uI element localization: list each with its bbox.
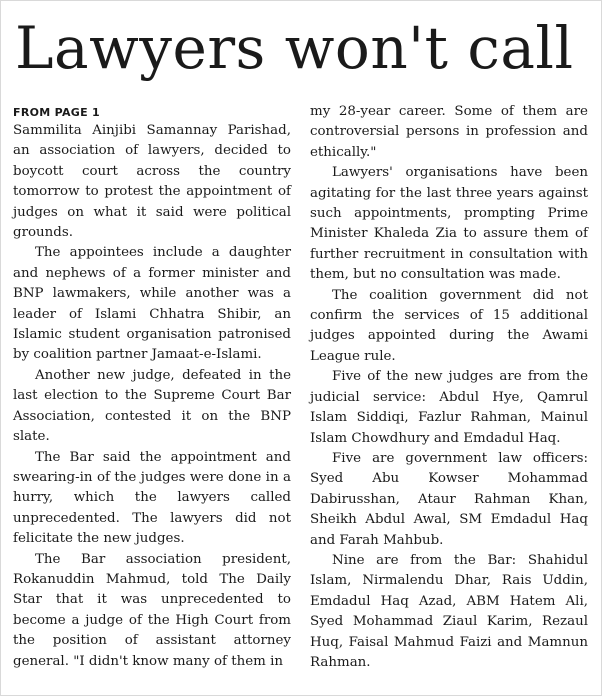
paragraph-continued: my 28-year career. Some of them are controversial persons in profession and ethically.": [310, 104, 588, 160]
paragraph: The coalition government did not confirm the services of 15 additional judges appointed during the Awami League rule.: [310, 287, 588, 364]
continuation-label: FROM PAGE 1: [13, 106, 101, 119]
article-column-left: [13, 105, 291, 672]
paragraph: Another new judge, defeated in the last election to the Supreme Court Bar Association, contested it on the BNP slate.: [13, 367, 291, 445]
paragraph: Lawyers' organisations have been agitating for the last three years against such appointments, prompting Prime Minister Khaleda Zia to assure them of further recruitment in consultation with them, but no consultation was made.: [310, 165, 588, 283]
paragraph: Five of the new judges are from the judicial service: Abdul Hye, Qamrul Islam Siddiqi, Fazlur Rahman, Mainul Islam Chowdhury and Emdadul Haq.: [310, 369, 588, 446]
paragraph: Nine are from the Bar: Shahidul Islam, Nirmalendu Dhar, Rais Uddin, Emdadul Haq Azad, ABM Hatem Ali, Syed Mohammad Ziaul Karim, Rezaul Huq, Faisal Mahmud Faizi and Mamnun Rahman.: [310, 552, 588, 670]
paragraph: The appointees include a daughter and nephews of a former minister and BNP lawmakers, while another was a leader of Islami Chhatra Shibir, an Islamic student organisation patronised by coalition partner Jamaat-e-Islami.: [13, 245, 291, 363]
paragraph: The Bar said the appointment and swearing-in of the judges were done in a hurry, which the lawyers called unprecedented. The lawyers did not felicitate the new judges.: [13, 449, 291, 547]
paragraph: The Bar association president, Rokanuddin Mahmud, told The Daily Star that it was unprecedented to become a judge of the High Court from the position of assistant attorney general. "I didn't know many of them in: [13, 551, 291, 669]
article-column-right: [310, 102, 588, 673]
paragraph: Sammilita Ainjibi Samannay Parishad, an association of lawyers, decided to boycott court across the country tomorrow to protest the appointment of judges on what it said were political grounds.: [13, 123, 291, 241]
headline: Lawyers won't call: [15, 14, 574, 82]
paragraph: Five are government law officers: Syed Abu Kowser Mohammad Dabirusshan, Ataur Rahman Khan, Sheikh Abdul Awal, SM Emdadul Haq and Farah Mahbub.: [310, 450, 588, 548]
